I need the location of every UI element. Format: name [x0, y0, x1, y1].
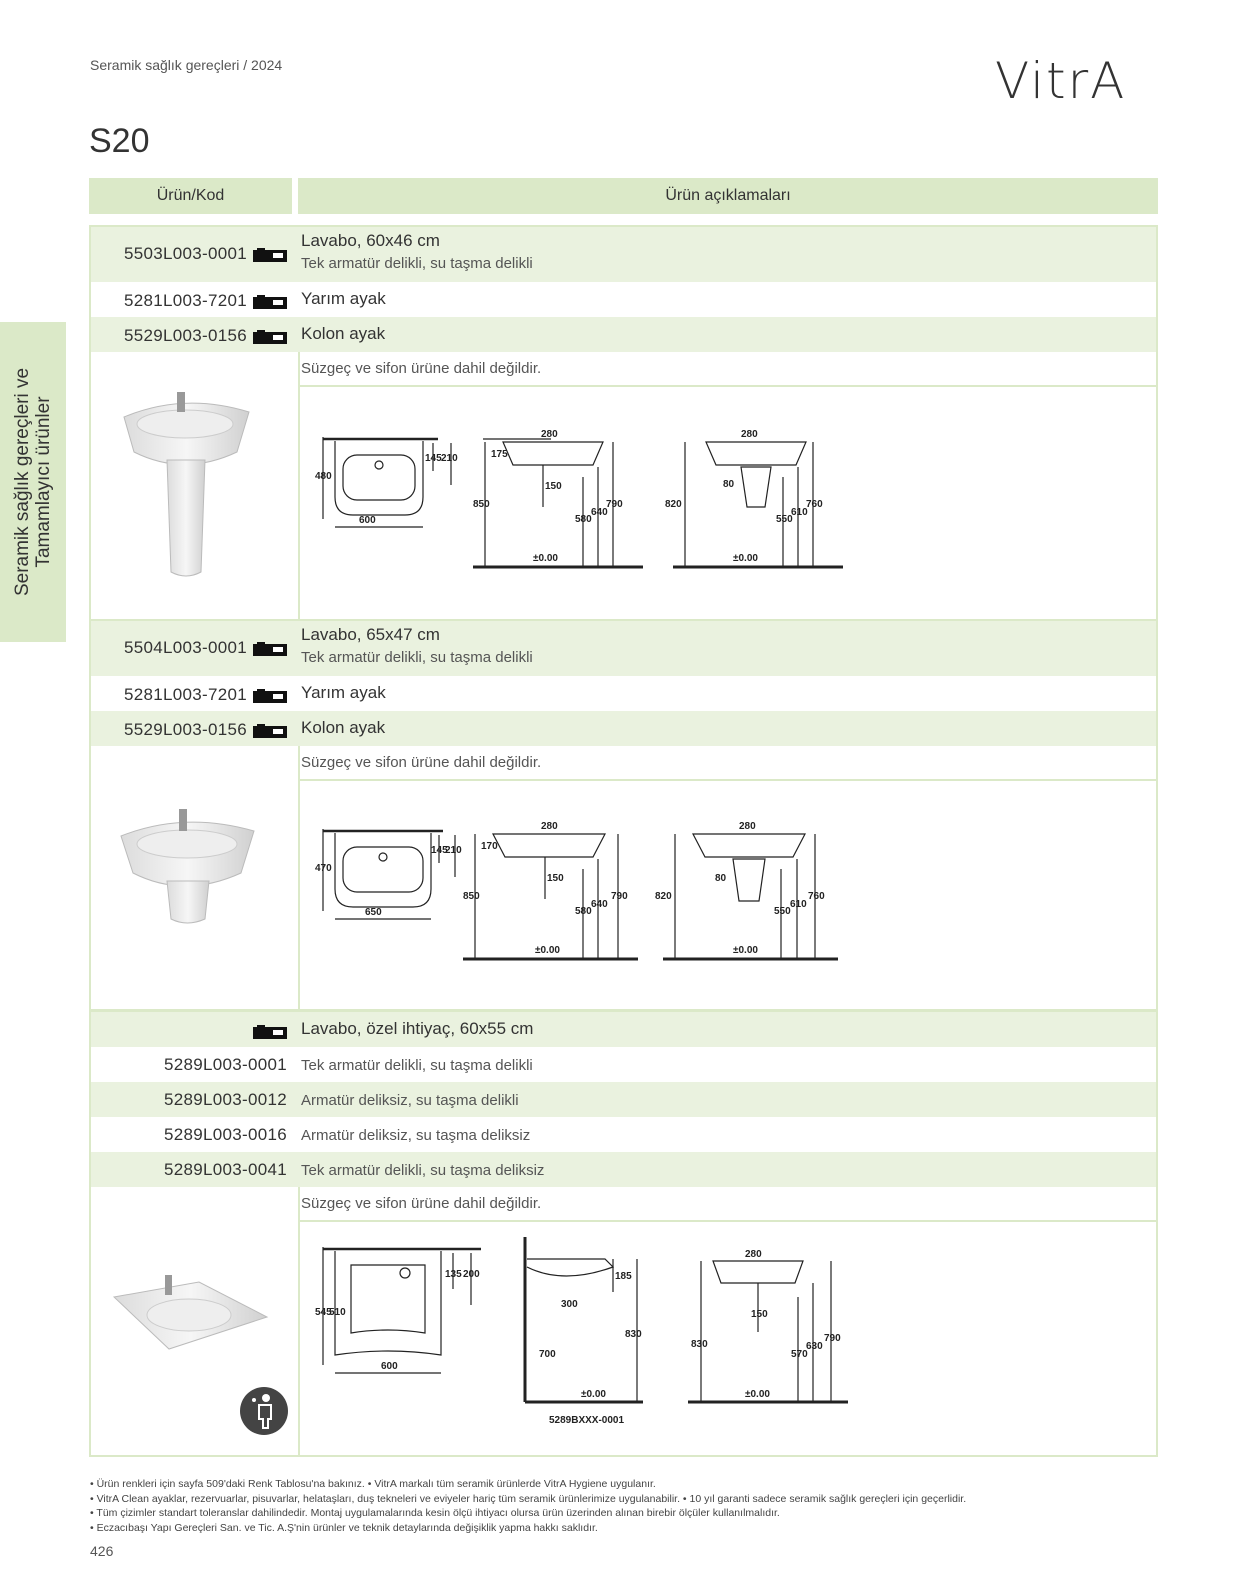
product-note: Süzgeç ve sifon ürüne dahil değildir. — [301, 754, 542, 771]
dim-label: 760 — [806, 499, 823, 510]
dim-label: 280 — [741, 429, 758, 440]
dim-label: 830 — [625, 1329, 642, 1340]
dim-label: 150 — [547, 873, 564, 884]
dim-label: 210 — [445, 845, 462, 856]
product-variant: Armatür deliksiz, su taşma deliksiz — [301, 1127, 531, 1144]
product-code: 5529L003-0156 — [91, 720, 287, 740]
floor-label: ±0.00 — [733, 945, 758, 956]
box-icon — [253, 1025, 287, 1039]
footnote: • VitrA Clean ayaklar, rezervuarlar, pisuvarlar, helataşları, duş tekneleri ve eviyeler hariç tüm seramik ürünlerimize uygulanabilir. • 10 yıl garanti sadece seramik sağlık gereçleri için geçerlidir. — [90, 1492, 967, 1505]
product-code: 5503L003-0001 — [91, 244, 287, 264]
dim-label: 700 — [539, 1349, 556, 1360]
technical-drawings-3 — [313, 1237, 853, 1426]
floor-label: ±0.00 — [533, 553, 558, 564]
product-title: Lavabo, 65x47 cm — [301, 625, 440, 644]
product-code: 5289L003-0012 — [163, 1090, 287, 1109]
dim-label: 580 — [575, 906, 592, 917]
dim-label: 610 — [791, 507, 808, 518]
product-variant: Tek armatür delikli, su taşma delikli — [301, 1057, 533, 1074]
dim-label: 600 — [381, 1361, 398, 1372]
dim-label: 280 — [541, 429, 558, 440]
product-code: 5289L003-0041 — [163, 1160, 287, 1179]
dim-label: 850 — [463, 891, 480, 902]
box-icon — [253, 295, 287, 309]
section-side-tab — [0, 322, 66, 642]
floor-label: ±0.00 — [733, 553, 758, 564]
product-variant: Tek armatür delikli, su taşma deliksiz — [301, 1162, 545, 1179]
dim-label: 580 — [575, 514, 592, 525]
dim-label: 510 — [329, 1307, 346, 1318]
dim-label: 280 — [541, 821, 558, 832]
dim-label: 150 — [545, 481, 562, 492]
dim-label: 545 — [315, 1307, 332, 1318]
footnote: • Ürün renkleri için sayfa 509'daki Renk Tablosu'na bakınız. • VitrA markalı tüm seramik ürünlerde VitrA Hygiene uygulanır. — [90, 1478, 656, 1490]
product-note: Süzgeç ve sifon ürüne dahil değildir. — [301, 1195, 542, 1212]
side-tab-line1: Seramik sağlık gereçleri ve — [12, 367, 33, 597]
dim-label: 820 — [655, 891, 672, 902]
technical-drawings-1 — [313, 427, 853, 577]
product-title: Yarım ayak — [301, 289, 386, 308]
product-title: Lavabo, 60x46 cm — [301, 231, 440, 250]
footnote: • Tüm çizimler standart toleranslar dahilindedir. Montaj uygulamalarında kesin ölçü ihtiyacı olursa ürün üzerinden alınan birebir ölçüler kullanılmalıdır. — [90, 1507, 780, 1519]
page-title: S20 — [89, 122, 150, 160]
product-code: 5281L003-7201 — [91, 291, 287, 311]
product-title: Yarım ayak — [301, 683, 386, 702]
product-subtitle: Tek armatür delikli, su taşma delikli — [301, 649, 533, 666]
dim-label: 570 — [791, 1349, 808, 1360]
dim-label: 550 — [776, 514, 793, 525]
product-code: 5289L003-0001 — [163, 1055, 287, 1074]
dim-label: 610 — [790, 899, 807, 910]
product-code: 5289L003-0016 — [163, 1125, 287, 1144]
model-label: 5289BXXX-0001 — [549, 1415, 625, 1426]
dim-label: 640 — [591, 507, 608, 518]
box-icon — [253, 724, 287, 738]
column-header-code: Ürün/Kod — [89, 178, 292, 214]
product-title: Kolon ayak — [301, 324, 386, 343]
dim-label: 760 — [808, 891, 825, 902]
accessibility-icon — [239, 1386, 289, 1436]
dim-label: 185 — [615, 1271, 632, 1282]
dim-label: 790 — [606, 499, 623, 510]
header-subtitle: Seramik sağlık gereçleri / 2024 — [90, 57, 283, 73]
product-code: 5281L003-7201 — [91, 685, 287, 705]
product-block-2 — [89, 619, 1158, 1011]
floor-label: ±0.00 — [581, 1389, 606, 1400]
page-number: 426 — [90, 1543, 114, 1559]
floor-label: ±0.00 — [535, 945, 560, 956]
product-title: Kolon ayak — [301, 718, 386, 737]
dim-label: 640 — [591, 899, 608, 910]
dim-label: 300 — [561, 1299, 578, 1310]
technical-drawings-2 — [313, 819, 853, 969]
washbasin-pedestal-image — [109, 382, 259, 582]
product-block-1 — [89, 225, 1158, 621]
accessible-washbasin-image — [109, 1267, 269, 1357]
dim-label: 135 — [445, 1269, 462, 1280]
dim-label: 630 — [806, 1341, 823, 1352]
box-icon — [253, 330, 287, 344]
dim-label: 80 — [715, 873, 727, 884]
product-subtitle: Tek armatür delikli, su taşma delikli — [301, 255, 533, 272]
product-note: Süzgeç ve sifon ürüne dahil değildir. — [301, 360, 542, 377]
dim-label: 280 — [745, 1249, 762, 1260]
floor-label: ±0.00 — [745, 1389, 770, 1400]
dim-label: 790 — [824, 1333, 841, 1344]
brand-logo: VitrA — [995, 52, 1127, 110]
box-icon-cell — [91, 1021, 287, 1041]
box-icon — [253, 248, 287, 262]
dim-label: 600 — [359, 515, 376, 526]
product-code: 5504L003-0001 — [91, 638, 287, 658]
product-title: Lavabo, özel ihtiyaç, 60x55 cm — [301, 1019, 534, 1038]
dim-label: 145 — [425, 453, 442, 464]
dim-label: 480 — [315, 471, 332, 482]
product-block-3 — [89, 1010, 1158, 1457]
dim-label: 650 — [365, 907, 382, 918]
column-header-description: Ürün açıklamaları — [298, 178, 1158, 214]
dim-label: 830 — [691, 1339, 708, 1350]
product-code: 5529L003-0156 — [91, 326, 287, 346]
product-variant: Armatür deliksiz, su taşma delikli — [301, 1092, 519, 1109]
dim-label: 550 — [774, 906, 791, 917]
dim-label: 150 — [751, 1309, 768, 1320]
footnote: • Eczacıbaşı Yapı Gereçleri San. ve Tic. A.Ş'nin ürünler ve teknik detaylarında değişiklik yapma hakkı saklıdır. — [90, 1521, 598, 1534]
box-icon — [253, 642, 287, 656]
dim-label: 820 — [665, 499, 682, 510]
side-tab-line2: Tamamlayıcı ürünler — [33, 396, 54, 568]
dim-label: 80 — [723, 479, 735, 490]
box-icon — [253, 689, 287, 703]
dim-label: 200 — [463, 1269, 480, 1280]
dim-label: 850 — [473, 499, 490, 510]
footnotes — [90, 1477, 966, 1535]
dim-label: 145 — [431, 845, 448, 856]
dim-label: 210 — [441, 453, 458, 464]
dim-label: 470 — [315, 863, 332, 874]
dim-label: 170 — [481, 841, 498, 852]
dim-label: 790 — [611, 891, 628, 902]
dim-label: 175 — [491, 449, 508, 460]
washbasin-half-pedestal-image — [109, 801, 259, 931]
dim-label: 280 — [739, 821, 756, 832]
